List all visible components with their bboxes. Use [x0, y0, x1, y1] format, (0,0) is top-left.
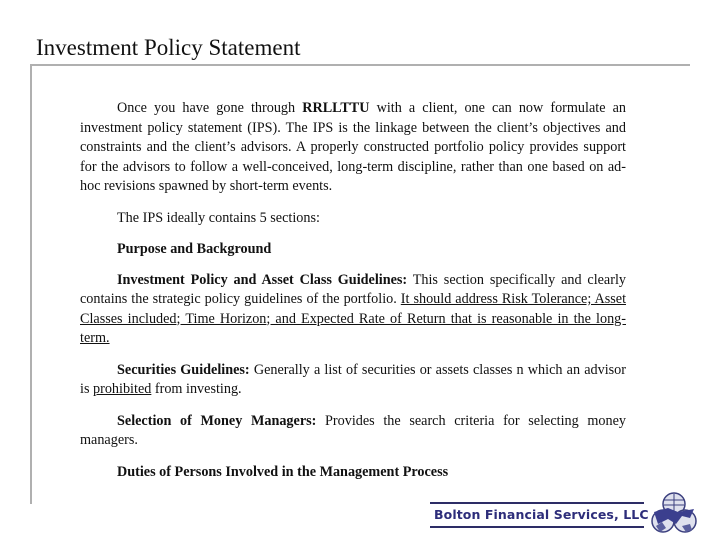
section-duties — [80, 463, 626, 483]
section-money-managers: Selection of Money Managers: Provides the search criteria for selecting money managers. — [80, 412, 626, 448]
slide-body — [80, 99, 626, 493]
rrlltt-acronym: RRLLTTU — [302, 100, 370, 116]
underlined-text: It should address Risk Tolerance; Asset Classes included; Time Horizon; and Expected Rate of Return that is reasonable in the long-term. — [80, 291, 627, 346]
section-heading: Selection of Money Managers: — [117, 412, 317, 429]
globe-triangle-logo-icon — [648, 488, 700, 536]
frame-top-border — [30, 64, 690, 66]
section-purpose — [80, 240, 626, 260]
company-name: Bolton Financial Services, LLC — [434, 507, 649, 522]
company-footer — [430, 502, 649, 528]
section-heading: Purpose and Background — [117, 241, 272, 257]
slide-title: Investment Policy Statement — [36, 35, 301, 60]
intro-paragraph: Once you have gone through RRLLTTU with a client, one can now formulate an investment policy statement (IPS). The IPS is the linkage between the client’s objectives and constraints and the client’s advisors. A properly constructed portfolio policy provides support for the advisors to follow a well-conceived, long-term discipline, rather than one based on ad-hoc revisions spawned by short-term events. — [80, 100, 626, 194]
frame-left-border — [30, 64, 32, 504]
section-heading: Duties of Persons Involved in the Management Process — [117, 463, 449, 480]
sections-intro: The IPS ideally contains 5 sections: — [117, 209, 320, 226]
section-securities-guidelines: Securities Guidelines: Generally a list of securities or assets classes n which an advisor is prohibited from investing. — [80, 361, 626, 397]
section-heading: Securities Guidelines: — [117, 361, 250, 378]
underlined-text: prohibited — [93, 381, 152, 397]
section-investment-policy: Investment Policy and Asset Class Guidelines: This section specifically and clearly contains the strategic policy guidelines of the portfolio. It should address Risk Tolerance; Asset Classes included; Time Horizon; and Expected Rate of Return that is reasonable in the long-term. — [80, 271, 627, 346]
section-heading: Investment Policy and Asset Class Guidelines: — [117, 271, 408, 288]
